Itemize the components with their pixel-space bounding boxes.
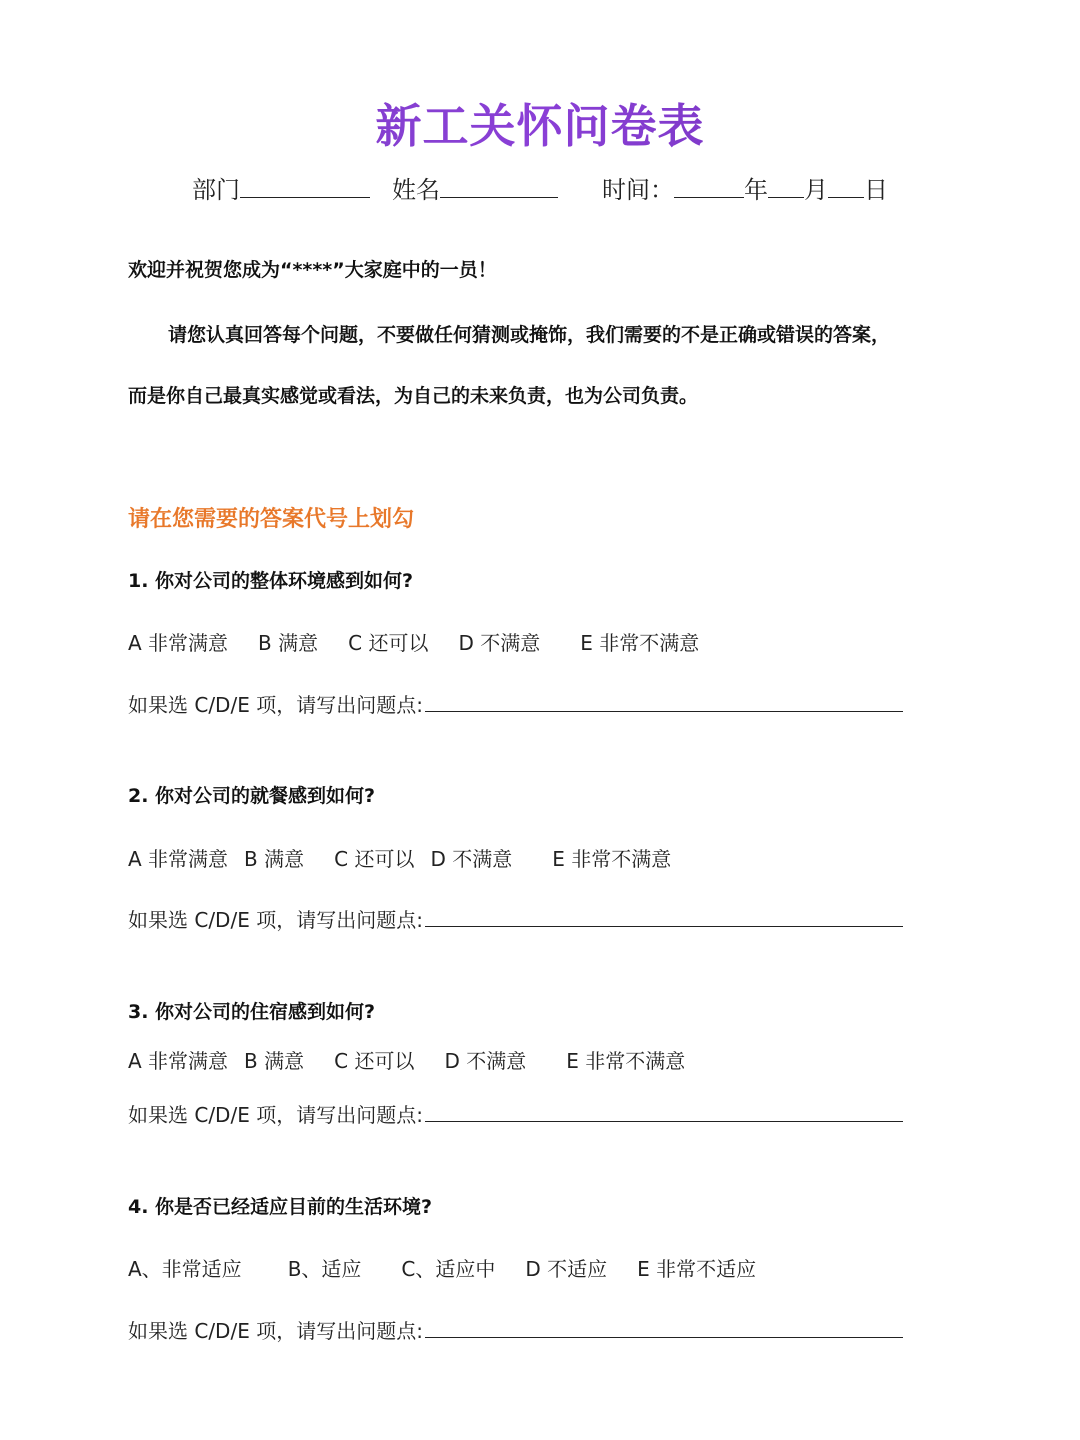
option-d[interactable]: D 不满意 xyxy=(444,1049,527,1073)
welcome-text: 欢迎并祝贺您成为“****”大家庭中的一员！ xyxy=(128,259,497,281)
question-1: 1. 你对公司的整体环境感到如何? xyxy=(128,570,414,592)
followup-label: 如果选 C/D/E 项，请写出问题点: xyxy=(128,908,423,932)
intro-paragraph-line1: 请您认真回答每个问题，不要做任何猜测或掩饰，我们需要的不是正确或错误的答案， xyxy=(168,324,891,346)
option-c[interactable]: C 还可以 xyxy=(334,1049,415,1073)
question-2-followup xyxy=(128,904,903,933)
dept-field[interactable] xyxy=(240,175,370,198)
option-c[interactable]: C、适应中 xyxy=(401,1257,496,1281)
option-e[interactable]: E 非常不满意 xyxy=(566,1049,686,1073)
day-label: 日 xyxy=(864,176,888,204)
question-1-followup xyxy=(128,689,903,718)
day-field[interactable] xyxy=(828,175,864,198)
followup-field[interactable] xyxy=(425,1317,903,1338)
time-label: 时间： xyxy=(602,176,674,204)
option-b[interactable]: B 满意 xyxy=(244,847,305,871)
question-3-followup xyxy=(128,1099,903,1128)
option-a[interactable]: A、非常适应 xyxy=(128,1257,242,1281)
intro-paragraph-line2: 而是你自己最真实感觉或看法，为自己的未来负责，也为公司负责。 xyxy=(128,385,699,407)
question-3: 3. 你对公司的住宿感到如何? xyxy=(128,1001,376,1023)
dept-label: 部门 xyxy=(192,176,240,204)
option-c[interactable]: C 还可以 xyxy=(334,847,415,871)
month-field[interactable] xyxy=(768,175,804,198)
option-d[interactable]: D 不适应 xyxy=(525,1257,608,1281)
question-4-followup xyxy=(128,1315,903,1344)
followup-field[interactable] xyxy=(425,1101,903,1122)
question-3-options xyxy=(128,1045,685,1074)
question-4-options xyxy=(128,1253,756,1282)
option-c[interactable]: C 还可以 xyxy=(348,631,429,655)
question-4: 4. 你是否已经适应目前的生活环境? xyxy=(128,1196,433,1218)
name-label: 姓名 xyxy=(392,176,440,204)
option-d[interactable]: D 不满意 xyxy=(430,847,513,871)
followup-field[interactable] xyxy=(425,691,903,712)
option-b[interactable]: B 满意 xyxy=(244,1049,305,1073)
option-d[interactable]: D 不满意 xyxy=(458,631,541,655)
page-title: 新工关怀问卷表 xyxy=(0,90,1080,156)
followup-field[interactable] xyxy=(425,906,903,927)
option-e[interactable]: E 非常不满意 xyxy=(580,631,700,655)
option-b[interactable]: B 满意 xyxy=(258,631,319,655)
option-a[interactable]: A 非常满意 xyxy=(128,631,229,655)
followup-label: 如果选 C/D/E 项，请写出问题点: xyxy=(128,1103,423,1127)
month-label: 月 xyxy=(804,176,828,204)
info-row xyxy=(0,170,1080,205)
option-e[interactable]: E 非常不满意 xyxy=(552,847,672,871)
instruction-heading: 请在您需要的答案代号上划勾 xyxy=(128,507,415,532)
year-label: 年 xyxy=(744,176,768,204)
question-1-options xyxy=(128,627,699,656)
question-2-options xyxy=(128,843,671,872)
option-a[interactable]: A 非常满意 xyxy=(128,847,229,871)
followup-label: 如果选 C/D/E 项，请写出问题点: xyxy=(128,1319,423,1343)
option-e[interactable]: E 非常不适应 xyxy=(637,1257,757,1281)
option-a[interactable]: A 非常满意 xyxy=(128,1049,229,1073)
year-field[interactable] xyxy=(674,175,744,198)
question-2: 2. 你对公司的就餐感到如何? xyxy=(128,785,376,807)
name-field[interactable] xyxy=(440,175,558,198)
followup-label: 如果选 C/D/E 项，请写出问题点: xyxy=(128,693,423,717)
option-b[interactable]: B、适应 xyxy=(287,1257,362,1281)
